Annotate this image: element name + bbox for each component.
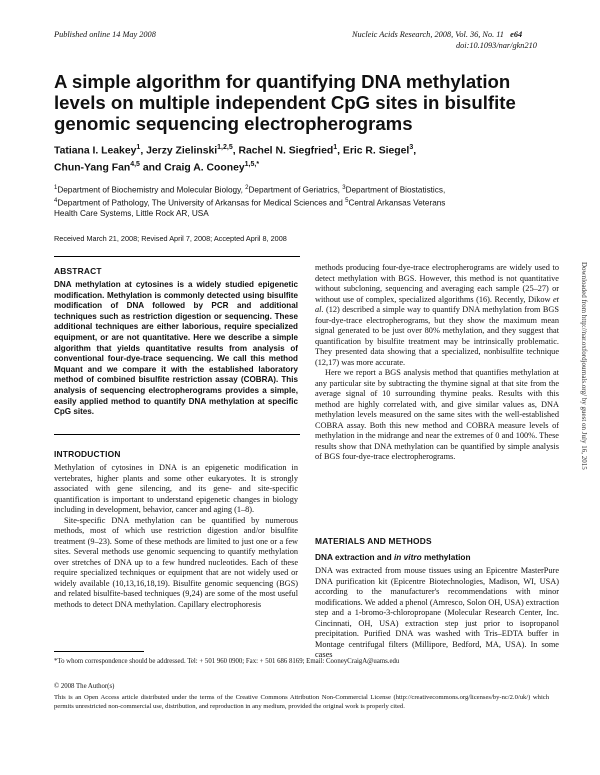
materials-subheading-c: methylation	[421, 552, 471, 562]
author-name: Chun-Yang Fan	[54, 162, 131, 174]
author-list	[54, 141, 554, 175]
author-separator: ,	[140, 145, 147, 157]
author-name: Tatiana I. Leakey	[54, 145, 137, 157]
abstract-heading: ABSTRACT	[54, 266, 102, 276]
materials-heading: MATERIALS AND METHODS	[315, 536, 432, 546]
abstract-bottom-rule	[54, 434, 300, 435]
materials-subheading-b: in vitro	[394, 552, 422, 562]
header-published: Published online 14 May 2008	[54, 30, 156, 39]
header-journal	[352, 30, 522, 39]
author-name: Jerzy Zielinski	[146, 145, 218, 157]
footnote-rule	[54, 651, 144, 652]
affiliation-marker: 3	[342, 185, 346, 191]
affiliation-line-1	[54, 183, 554, 196]
affiliation-text: Department of Biochemistry and Molecular Biology,	[57, 185, 246, 195]
right-paragraph-2: Here we report a BGS analysis method that quantifies methylation at any particular site by subtracting the thymine signal at that site from the average signal of 10 surrounding thymine peaks. Results with this method are highly correlated with, and give similar values as, DNA methylation levels measured on the same sites with the well-established COBRA assay. Both this new method and COBRA measure levels of methylation in the midrange and near the extremes of 0 and 100%. These results show that DNA methylation can be quantified by simple analysis of BGS four-dye-trace electropherograms.	[315, 368, 559, 461]
author-separator: ,	[413, 145, 417, 157]
materials-paragraph: DNA was extracted from mouse tissues using an Epicentre MasterPure DNA purification kit (Epicentre Biotechnologies, Madison, WI, USA) according to the manufacturer's recommendations with minor modifications. We added a phenol (Amresco, Solon OH, USA) extraction step and a 1-bromo-3-chloropropane (Molecular Research Center, Inc. Cincinnati, OH, USA) extraction step just prior to isopropanol precipitation. Purified DNA was washed with Tris–EDTA buffer in Montage centrifugal filters (Millipore, Bedford, MA, USA). In some cases	[315, 566, 559, 659]
author-separator: ,	[337, 145, 343, 157]
right-paragraph-1-start: methods producing four-dye-trace electropherograms are widely used to detect methylation with BGS. However, this method is not quantitative without subcloning, sequencing and averaging each sample (25–27) or without use of complex, specialized algorithms (16). Recently, Dikow	[315, 263, 559, 304]
et-al: et al.	[315, 294, 559, 314]
intro-paragraph-2: Site-specific DNA methylation can be quantified by numerous methods, most of which use restriction digestion and/or bisulfite treatment (9–23). Some of these methods are limited to just one or a few sites. Several methods use genomic sequencing to quantify methylation over stretches of DNA up to a few hundred nucleotides. Each of these require specialized techniques or equipment that are not widely used or widely available (10,13,16,18,19). Bisulfite genomic sequencing (BGS) and related bisulfite-based techniques (9,24) are some of the most useful methods to detect DNA methylation. Capillary electrophoresis	[54, 515, 298, 609]
author-affiliation-marker: 4,5	[130, 160, 140, 168]
author-name: Rachel N. Siegfried	[238, 145, 334, 157]
header-article-number: e64	[510, 30, 523, 39]
affiliation-line-2	[54, 196, 554, 209]
materials-subheading	[315, 552, 471, 562]
author-affiliation-marker: 1,2,5	[217, 144, 233, 151]
affiliation-text: Department of Biostatistics,	[345, 185, 446, 195]
correspondence-footnote: *To whom correspondence should be addressed. Tel: + 501 960 0900; Fax: + 501 686 8169; Email: CooneyCraigA@uams.edu	[54, 658, 400, 665]
author-separator: and	[139, 162, 165, 174]
author-name: Eric R. Siegel	[342, 145, 410, 157]
affiliations	[54, 183, 554, 219]
affiliation-text: Central Arkansas Veterans	[348, 198, 446, 208]
header-doi[interactable]: doi:10.1093/nar/gkn210	[456, 41, 537, 50]
right-column-body	[315, 263, 559, 463]
introduction-body	[54, 463, 298, 610]
author-separator: ,	[232, 145, 239, 157]
affiliation-marker: 1	[54, 185, 58, 191]
right-paragraph-1-end: (12) described a simple way to quantify DNA methylation from BGS four-dye-trace electropherograms, but they show the maximum mean signal generated to be just over 80% methylation, and they suggest that quantification by bisulfite treatment may be intrinsically problematic. They presented data showing that a specialized, nonbisulfite technique (12,17) was more accurate.	[315, 305, 559, 367]
header-journal-citation: Nucleic Acids Research, 2008, Vol. 36, No. 11	[352, 30, 504, 39]
intro-paragraph-1: Methylation of cytosines in DNA is an epigenetic modification in vertebrates, higher plants and some other eukaryotes. It is strongly associated with gene silencing, and its gene- and site-specific quantification is important to understand epigenetic changes in biology including in development, behavior, cancer and aging (1–8).	[54, 463, 298, 514]
introduction-heading: INTRODUCTION	[54, 449, 121, 459]
license-text: This is an Open Access article distributed under the terms of the Creative Commons Attribution Non-Commercial License (http://creativecommons.org/licenses/by-nc/2.0/uk/) which permits unrestricted non-commercial use, distribution, and reproduction in any medium, provided the original work is properly cited.	[54, 694, 549, 710]
author-affiliation-marker: 1,5,*	[244, 160, 260, 168]
affiliation-marker: 2	[245, 185, 249, 191]
copyright-line: © 2008 The Author(s)	[54, 683, 115, 690]
abstract-top-rule	[54, 256, 300, 257]
affiliation-text: Department of Geriatrics,	[248, 185, 343, 195]
affiliation-text: Department of Pathology, The University of Arkansas for Medical Sciences and	[57, 198, 346, 208]
affiliation-line-3: Health Care Systems, Little Rock AR, USA	[54, 209, 209, 219]
download-sidenote[interactable]: Downloaded from http://nar.oxfordjournals.org/ by guest on July 16, 2015	[580, 262, 588, 470]
paper-title: A simple algorithm for quantifying DNA methylation levels on multiple independent CpG sites in bisulfite genomic sequencing electropherograms	[54, 71, 516, 134]
right-paragraph-1	[315, 263, 559, 368]
author-name: Craig A. Cooney	[164, 162, 245, 174]
abstract-text: DNA methylation at cytosines is a widely studied epigenetic modification. Methylation is commonly detected using bisulfite modification of DNA followed by PCR and additional techniques such as restriction digestion or sequencing. These additional techniques are either laborious, require specialized equipment, or are not quantitative. Here we describe a simple algorithm that yields quantitative results from analysis of conventional four-dye-trace sequencing. We call this method Mquant and we compare it with the established laboratory method of combined bisulfite restriction assay (COBRA). This analysis of sequencing electropherograms provides a simple, easily applied method to quantify DNA methylation at specific CpG sites.	[54, 280, 298, 417]
affiliation-marker: 5	[345, 197, 349, 204]
author-affiliation-marker: 1	[136, 144, 141, 151]
author-affiliation-marker: 1	[333, 144, 338, 151]
affiliation-marker: 4	[54, 197, 58, 204]
received-dates: Received March 21, 2008; Revised April 7, 2008; Accepted April 8, 2008	[54, 234, 287, 243]
author-affiliation-marker: 3	[409, 144, 414, 151]
materials-subheading-a: DNA extraction and	[315, 552, 394, 562]
